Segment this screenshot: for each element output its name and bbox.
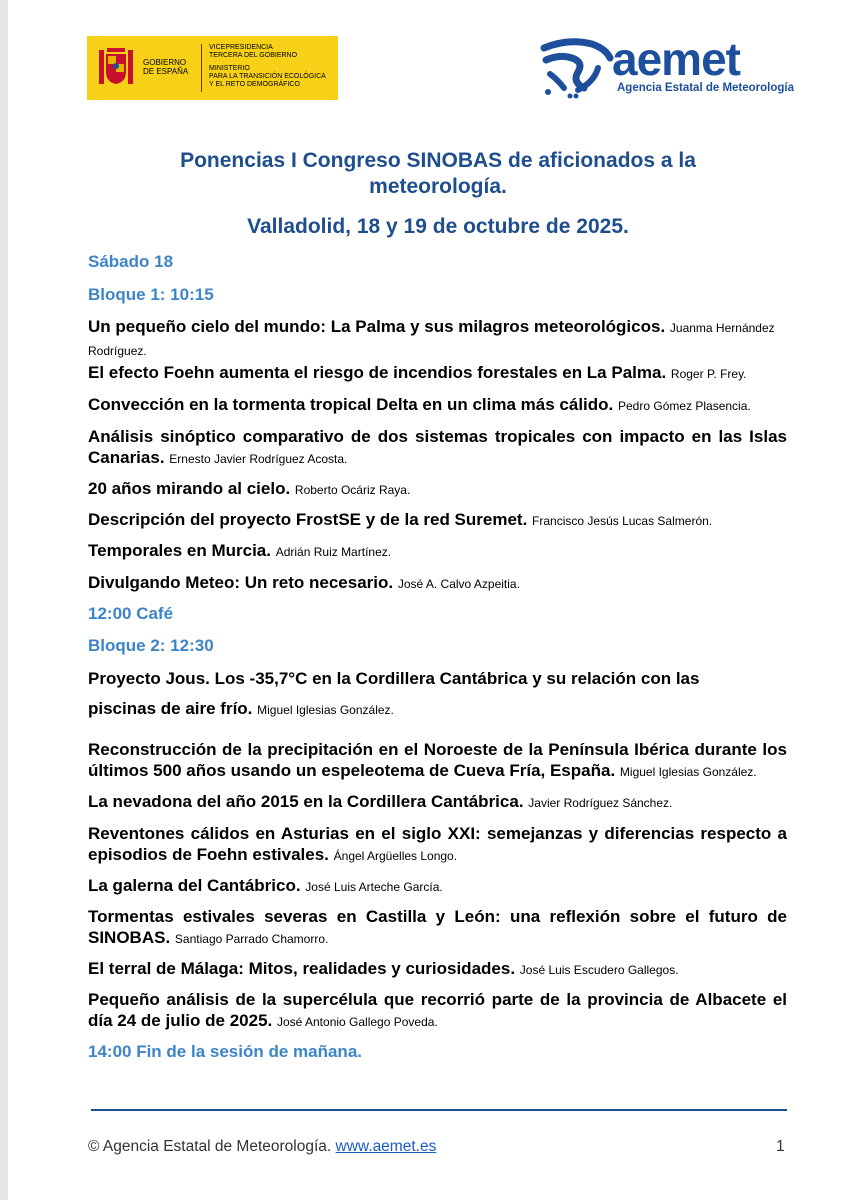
talk-title: piscinas de aire frío. [88,699,253,718]
talk-title: El terral de Málaga: Mitos, realidades y curiosidades. [88,959,516,978]
talk-author: José Luis Escudero Gallegos. [519,963,679,977]
gov-divider [201,44,202,92]
talk-author: José Antonio Gallego Poveda. [276,1015,438,1029]
talk-title: Tormentas estivales severas en Castilla y León: una reflexión sobre el futuro de SINOBAS. [88,907,787,947]
ministerio-text [209,44,326,89]
talk-author: Roger P. Frey. [670,367,747,381]
gov-line1: GOBIERNO [143,58,187,67]
aemet-wordmark: aemet [612,33,740,85]
talk-item [88,958,787,981]
talk-item [88,906,787,950]
end-session-heading: 14:00 Fin de la sesión de mañana. [88,1042,362,1061]
talk-item [88,572,787,595]
gov-right3: MINISTERIO [209,65,250,72]
talk-title: Divulgando Meteo: Un reto necesario. [88,573,394,592]
break-heading: 12:00 Café [88,604,174,623]
talk-author: Santiago Parrado Chamorro. [174,932,329,946]
aemet-website-link[interactable]: www.aemet.es [335,1138,437,1155]
talk-title: Un pequeño cielo del mundo: La Palma y sus milagros meteorológicos. [88,317,666,336]
gov-right1: VICEPRESIDENCIA [209,44,273,51]
talk-author: Francisco Jesús Lucas Salmerón. [532,514,713,528]
talk-item [88,394,787,417]
footer-copyright: © Agencia Estatal de Meteorología. [88,1138,332,1155]
talk-item [88,426,787,470]
gobierno-text [143,58,188,76]
talk-title: Temporales en Murcia. [88,541,271,560]
talk-author: José Luis Arteche García. [305,880,443,894]
block1-heading: Bloque 1: 10:15 [88,285,214,304]
gov-right2: TERCERA DEL GOBIERNO [209,52,298,59]
gov-right5: Y EL RETO DEMOGRÁFICO [209,81,300,88]
talk-author: Miguel Iglesias González. [619,765,757,779]
page-title-line1: Ponencias I Congreso SINOBAS de aficionados a la [180,149,696,172]
talk-item [88,362,787,385]
talk-author: Juanma Hernández Rodríguez. [88,321,775,358]
gobierno-logo [87,36,338,100]
page-edge [0,0,8,1200]
talk-item [88,668,787,689]
talk-item [88,509,787,532]
talk-title: Proyecto Jous. Los -35,7°C en la Cordillera Cantábrica y su relación con las [88,669,700,688]
talk-item [88,739,787,783]
talk-item [88,540,787,563]
talk-title: Convección en la tormenta tropical Delta en un clima más cálido. [88,395,614,414]
footer-divider [91,1109,787,1111]
talk-title: Reventones cálidos en Asturias en el siglo XXI: semejanzas y diferencias respecto a episodios de Foehn estivales. [88,824,787,864]
footer-text [88,1138,436,1156]
talk-item [88,989,787,1033]
talk-title: El efecto Foehn aumenta el riesgo de incendios forestales en La Palma. [88,363,667,382]
gov-right4: PARA LA TRANSICIÓN ECOLÓGICA [209,73,326,80]
talk-author: Miguel Iglesias González. [257,703,394,717]
aemet-globe-icon [540,38,614,100]
talk-author: Roberto Ocáriz Raya. [294,483,411,497]
talk-title: Reconstrucción de la precipitación en el Noroeste de la Península Ibérica durante los últimos 500 años usando un espeleotema de Cueva Fría, España. [88,740,787,780]
talk-author: Ángel Argüelles Longo. [333,849,458,863]
aemet-subtitle: Agencia Estatal de Meteorología [617,82,795,94]
page-title-line2: meteorología. [369,175,507,198]
day-heading: Sábado 18 [88,252,174,271]
talk-item [88,316,787,362]
talk-item [88,875,787,898]
talk-title: 20 años mirando al cielo. [88,479,291,498]
page-title-date: Valladolid, 18 y 19 de octubre de 2025. [247,215,629,238]
talk-title: La galerna del Cantábrico. [88,876,301,895]
talk-item [88,478,787,501]
page-number: 1 [776,1138,785,1155]
talk-item [88,791,787,814]
talk-item-continuation [88,698,787,721]
talk-author: Javier Rodríguez Sánchez. [528,796,673,810]
aemet-logo [540,33,795,102]
talk-author: Adrián Ruiz Martínez. [275,545,392,559]
talk-title: Análisis sinóptico comparativo de dos sistemas tropicales con impacto en las Islas Canarias. [88,427,787,467]
talk-title: La nevadona del año 2015 en la Cordillera Cantábrica. [88,792,524,811]
coat-of-arms-icon [97,44,135,92]
talk-author: Pedro Gómez Plasencia. [618,399,751,413]
block2-heading: Bloque 2: 12:30 [88,636,214,655]
talk-author: Ernesto Javier Rodríguez Acosta. [169,452,348,466]
gov-line2: DE ESPAÑA [143,67,189,76]
talk-item [88,823,787,867]
talk-title: Pequeño análisis de la supercélula que recorrió parte de la provincia de Albacete el día 24 de julio de 2025. [88,990,787,1030]
talk-title: Descripción del proyecto FrostSE y de la red Suremet. [88,510,528,529]
talk-author: José A. Calvo Azpeitia. [397,577,520,591]
